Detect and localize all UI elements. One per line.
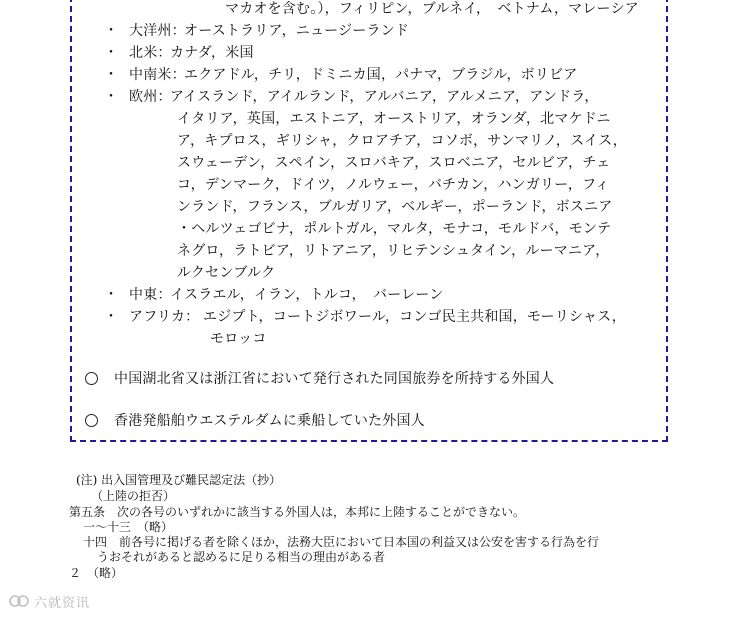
region-countries-latin-america: エクアドル，チリ，ドミニカ国，パナマ，ブラジル，ボリビア <box>184 67 578 83</box>
bullet-icon: ・ <box>104 89 118 105</box>
region-countries-europe-line: アイスランド，アイルランド，アルバニア，アルメニア，アンドラ， <box>170 89 599 105</box>
bullet-icon: ・ <box>104 23 118 39</box>
region-countries-africa-line: エジプト，コートジボワール，コンゴ民主共和国，モーリシャス， <box>203 309 626 325</box>
region-countries-europe-line: イタリア，英国，エストニア，オーストリア，オランダ，北マケドニ <box>177 111 611 127</box>
westerdam-ship-item: 香港発船舶ウエステルダムに乗船していた外国人 <box>114 413 425 429</box>
region-countries-oceania: オーストラリア，ニュージーランド <box>184 23 410 39</box>
region-countries-europe-line: スウェーデン，スペイン，スロバキア，スロベニア，セルビア，チェ <box>177 155 611 171</box>
note-subheading: （上陸の拒否） <box>91 489 176 503</box>
asia-continuation-line: マカオを含む。），フィリピン，ブルネイ， ベトナム，マレーシア <box>225 1 639 17</box>
region-countries-europe-line: ンランド，フランス，ブルガリア，ベルギー，ポーランド，ボスニア <box>177 199 613 215</box>
watermark-logo-icon <box>8 594 30 608</box>
bullet-icon: ・ <box>104 67 118 83</box>
note-item-fourteen: 十四 前各号に掲げる者を除くほか，法務大臣において日本国の利益又は公安を害する行為を行 <box>83 535 600 549</box>
note-paragraph-two: ２ （略） <box>69 566 124 580</box>
note-article-five: 第五条 次の各号のいずれかに該当する外国人は，本邦に上陸することができない。 <box>69 505 526 519</box>
watermark-text: 六就资讯 <box>34 595 91 611</box>
region-label-latin-america: 中南米： <box>129 67 186 83</box>
entry-restriction-box <box>70 0 668 442</box>
note-items-one-to-thirteen: 一～十三 （略） <box>83 520 174 534</box>
region-countries-europe-line: ネグロ，ラトビア，リトアニア，リヒテンシュタイン，ルーマニア， <box>177 243 610 259</box>
bullet-icon: ・ <box>104 287 118 303</box>
region-countries-north-america: カナダ，米国 <box>170 45 254 61</box>
region-countries-europe-line: ア，キプロス，ギリシャ，クロアチア，コソボ，サンマリノ，スイス， <box>177 133 627 149</box>
region-label-oceania: 大洋州： <box>129 23 186 39</box>
region-countries-africa-line: モロッコ <box>210 331 267 347</box>
region-label-africa: アフリカ： <box>129 309 200 325</box>
bullet-icon: ・ <box>104 45 118 61</box>
circle-bullet-icon <box>85 372 98 385</box>
region-countries-europe-line: ・ヘルツェゴビナ，ポルトガル，マルタ，モナコ，モルドバ，モンテ <box>177 221 612 237</box>
hubei-zhejiang-passport-item: 中国湖北省又は浙江省において発行された同国旅券を所持する外国人 <box>114 371 555 387</box>
region-label-europe: 欧州： <box>129 89 172 105</box>
bullet-icon: ・ <box>104 309 118 325</box>
region-label-middle-east: 中東： <box>129 287 172 303</box>
circle-bullet-icon <box>85 414 98 427</box>
note-heading: (注) 出入国管理及び難民認定法（抄） <box>76 473 282 487</box>
region-label-north-america: 北米： <box>129 45 172 61</box>
region-countries-middle-east: イスラエル，イラン，トルコ， バーレーン <box>170 287 444 303</box>
watermark <box>8 592 90 610</box>
region-countries-europe-line: コ，デンマーク，ドイツ，ノルウェー，バチカン，ハンガリー，フィ <box>177 177 610 193</box>
region-countries-europe-line: ルクセンブルク <box>177 265 276 281</box>
note-item-fourteen-continued: うおそれがあると認めるに足りる相当の理由がある者 <box>97 550 386 564</box>
